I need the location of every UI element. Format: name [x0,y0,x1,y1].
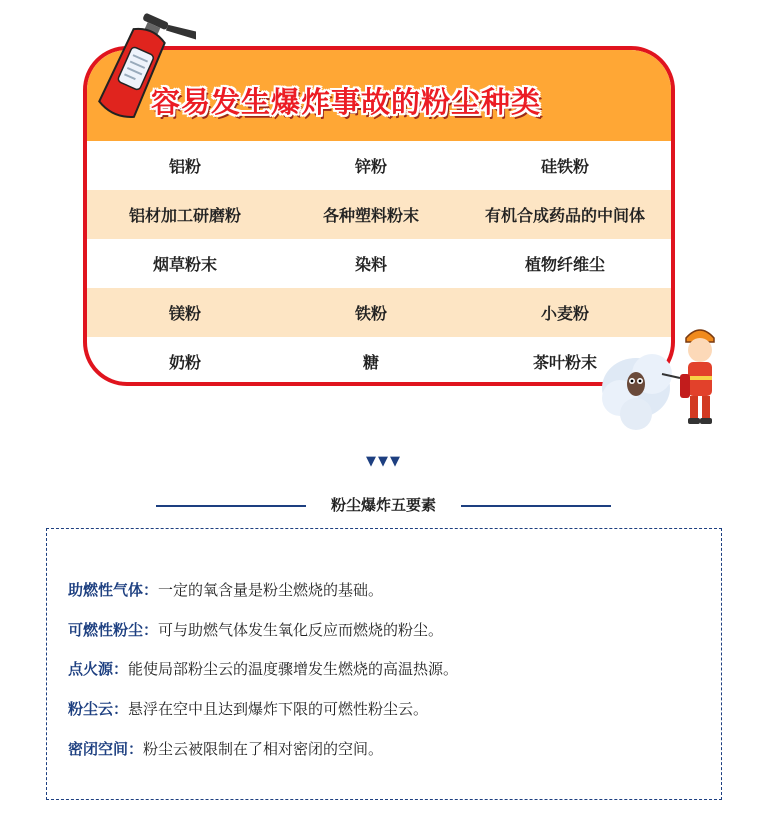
table-cell: 茶叶粉末 [532,353,597,372]
table-cell: 植物纤维尘 [524,255,605,274]
table-cell: 烟草粉末 [152,255,217,274]
table-cell: 锌粉 [354,157,387,176]
divider-right [461,505,611,507]
table-cell: 镁粉 [168,304,201,323]
list-item [68,698,428,719]
card-title: 容易发生爆炸事故的粉尘种类 [151,85,542,119]
table-row [87,141,671,190]
section-title: 粉尘爆炸五要素 [330,496,436,514]
list-item [68,619,443,640]
table-cell: 染料 [354,255,387,274]
item-text: 能使局部粉尘云的温度骤增发生燃烧的高温热源。 [128,660,459,678]
table-row [87,337,671,386]
table-cell: 小麦粉 [540,304,589,323]
item-text: 可与助燃气体发生氧化反应而燃烧的粉尘。 [158,621,444,639]
item-label: 点火源： [68,660,129,678]
item-label: 粉尘云： [68,700,129,718]
firefighter-icon [596,318,732,438]
item-label: 可燃性粉尘： [68,621,159,639]
table-cell: 糖 [362,353,379,372]
table-row [87,239,671,288]
table-cell: 奶粉 [168,353,201,372]
table-cell: 各种塑料粉末 [322,206,419,225]
item-text: 粉尘云被限制在了相对密闭的空间。 [143,740,384,758]
table-cell: 铝粉 [168,157,201,176]
item-text: 一定的氧含量是粉尘燃烧的基础。 [158,581,384,599]
table-cell: 铁粉 [354,304,387,323]
item-label: 密闭空间： [68,740,144,758]
table-cell: 铝材加工研磨粉 [128,206,241,225]
list-item [68,658,458,679]
table-cell: 硅铁粉 [540,157,589,176]
down-arrows-icon: ▼▼▼ [366,454,402,469]
five-elements-box [46,528,722,800]
list-item [68,579,383,600]
table-row [87,288,671,337]
item-text: 悬浮在空中且达到爆炸下限的可燃性粉尘云。 [128,700,429,718]
list-item [68,738,383,759]
item-label: 助燃性气体： [68,581,159,599]
section-header [156,494,611,518]
table-row [87,190,671,239]
fire-extinguisher-icon [86,12,196,137]
table-cell: 有机合成药品的中间体 [484,206,645,225]
